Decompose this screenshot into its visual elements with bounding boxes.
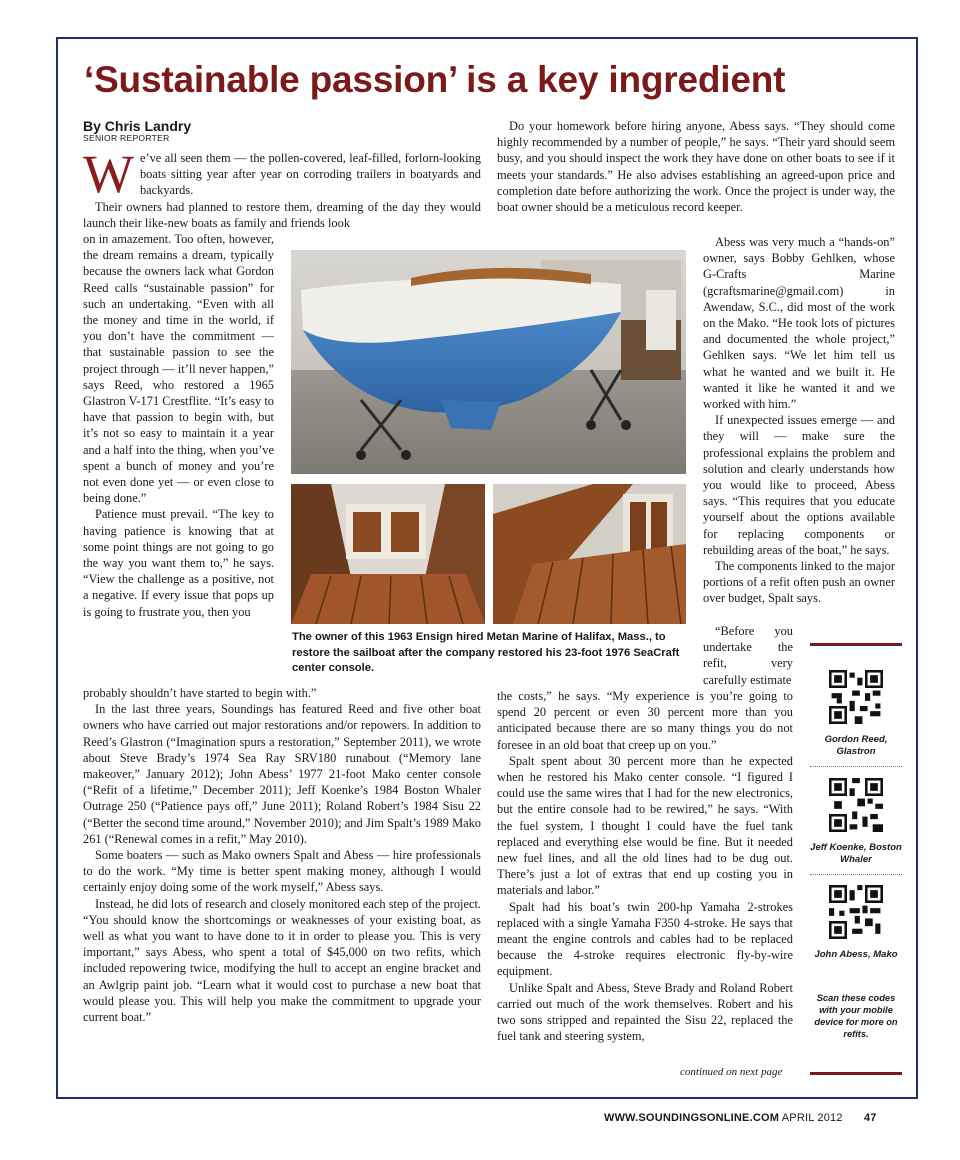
intro-paragraph: e’ve all seen them — the pollen-covered, leaf-filled, forlorn-looking boats sitting year after year on corroding trailers in boatyards and backyards. xyxy=(139,151,481,198)
page-number: 47 xyxy=(863,1112,877,1124)
qr-item-john-abess xyxy=(810,885,902,961)
qr-label: John Abess, Mako xyxy=(814,949,898,960)
body-paragraph: The components linked to the major portions of a refit often push an owner over budget, Spalt says. xyxy=(703,559,895,606)
body-paragraph: “Before you undertake the refit, very carefully estimate xyxy=(703,624,793,687)
sailboat-hull-photo xyxy=(291,250,686,474)
body-paragraph: Patience must prevail. “The key to having patience is knowing that at some point things are not going to go the way you want them to,” he says. “View the challenge as a positive, not a negative. If every issue that pops up is going to frustrate you, then you xyxy=(83,507,274,619)
qr-item-gordon-reed xyxy=(810,670,902,767)
byline: By Chris Landry xyxy=(83,118,192,134)
body-paragraph: on in amazement. Too often, however, the dream remains a dream, typically because the owners lack what Gordon Reed calls “sustainable passion” for such an undertaking. “Even with all the money and time in the world, if you don’t have the commitment — that sustainable passion to see the project through — it’ll never happen,” says Reed, who restored a 1965 Glastron V-171 Crestflite. “It’s easy to have that passion to begin with, but it’s not so easy to maintain it a year and a half into the thing, when you’ve spent a bunch of money and you’re not even done yet — or even close to being done.” xyxy=(83,232,274,506)
intro-text xyxy=(83,144,481,231)
sidebar-bottom-rule xyxy=(810,1072,902,1075)
body-paragraph: Instead, he did lots of research and closely monitored each step of the project. “You should know the shortcomings or weaknesses of your existing boat, as well as what you want to have done to it in order to please you. This is very important,” says Abess, who spent a total of $45,000 on two refits, which included repowering twice, modifying the hull to accept an engine bracket and an Awlgrip paint job. “Learn what it would cost to purchase a new boat that would please you. This will help you make the commitment to upgrade your current boat.” xyxy=(83,896,481,1025)
right-narrower-text xyxy=(703,623,793,688)
scan-note: Scan these codes with your mobile device for more on refits. xyxy=(814,993,898,1039)
body-paragraph: Spalt spent about 30 percent more than he expected when he restored his Mako center console. “I figured I could use the same wires that I had for the new electronics, but the entire console had to be rewired,” he says. “With the fuel system, I thought I could have the fuel tank replaced and everything else would be fine. But it needed new fuel lines, and all the old lines had to be dug out. There’s just a lot of extras that end up costing you in materials and labor.” xyxy=(497,753,793,898)
author-role: SENIOR REPORTER xyxy=(83,133,170,143)
headline: ‘Sustainable passion’ is a key ingredient xyxy=(84,59,786,100)
drop-cap: W xyxy=(83,144,134,204)
qr-item-jeff-koenke xyxy=(810,778,902,875)
body-paragraph: probably shouldn’t have started to begin with.” xyxy=(83,686,317,700)
left-narrow-text xyxy=(83,231,274,620)
page-footer xyxy=(604,1112,877,1124)
body-paragraph: Unlike Spalt and Abess, Steve Brady and Roland Robert carried out much of the work themselves. Robert and his two sons stripped and repainted the Sisu 22, replaced the fuel tank and steering system, xyxy=(497,980,793,1044)
body-paragraph: If unexpected issues emerge — and they will — make sure the professional explains the problem and solution and clearly understands how you would like to proceed, Abess says. “This requires that you educate yourself about the options available for replacing components or rebuilding areas of the boat,” he says. xyxy=(703,413,895,557)
cockpit-interior-photo-right xyxy=(493,484,686,624)
divider xyxy=(810,766,902,767)
body-paragraph: In the last three years, Soundings has featured Reed and five other boat owners who have carried out major restorations and/or repowers. In addition to Reed’s Glastron (“Imagination spurs a restoration,” September 2011), we wrote about Steve Brady’s 1974 Sea Ray SRV180 runabout (“Memory lane makeover,” January 2012); John Abess’ 1977 21-foot Mako center console (“Refit of a lifetime,” December 2011); Jeff Koenke’s 1984 Boston Whaler Outrage 250 (“Patience pays off,” June 2011); Roland Robert’s 1984 Sisu 22 (“Better the second time around,” November 2010); and Jim Spalt’s 1989 Mako 261 (“Renewal comes in a refit,” May 2010). xyxy=(83,702,481,846)
intro-paragraph: Their owners had planned to restore them, dreaming of the day they would launch their like-new boats as family and friends look xyxy=(83,199,481,230)
qr-label: Gordon Reed, Glastron xyxy=(824,734,888,757)
body-paragraph: Do your homework before hiring anyone, Abess says. “They should come highly recommended by a number of people,” he says. “Their yard should seem busy, and you should inspect the work they have done on other boats to see if it meets your standards.” He also advises establishing an agreed-upon price and completion date before authorizing the work. Once the project is under way, the boat owner should be a meticulous record keeper. xyxy=(497,119,895,215)
qr-code-icon[interactable] xyxy=(829,885,883,939)
divider xyxy=(810,874,902,875)
left-full-text xyxy=(83,685,481,1025)
sidebar-top-rule xyxy=(810,643,902,646)
continued-note: continued on next page xyxy=(680,1066,783,1078)
qr-label: Jeff Koenke, Boston Whaler xyxy=(810,842,902,865)
qr-code-icon[interactable] xyxy=(829,670,883,724)
body-paragraph: Spalt had his boat’s twin 200-hp Yamaha 2-strokes replaced with a single Yamaha F350 4-stroke. He says that meant the engine controls and cables had to be replaced because the 4-stroke requires electronic fly-by-wire equipment. xyxy=(497,899,793,979)
footer-issue-date: APRIL 2012 xyxy=(781,1112,843,1124)
photo-caption: The owner of this 1963 Ensign hired Metan Marine of Halifax, Mass., to restore the sailboat after the company restored his 23-foot 1976 SeaCraft center console. xyxy=(292,631,680,674)
qr-code-icon[interactable] xyxy=(829,778,883,832)
footer-website[interactable]: WWW.SOUNDINGSONLINE.COM xyxy=(604,1112,780,1124)
cockpit-interior-photo-left xyxy=(291,484,485,624)
right-narrow-text xyxy=(703,234,895,607)
right-bottom-text xyxy=(497,688,793,1044)
body-paragraph: Abess was very much a “hands-on” owner, says Bobby Gehlken, whose G-Crafts Marine (gcraftsmarine@gmail.com) in Awendaw, S.C., did most of the work on the Mako. “He took lots of pictures and documented the whole project,” Gehlken says. “We let him tell us what he wanted and we built it. He wanted it like he wanted it and we worked with him.” xyxy=(703,235,895,412)
right-top-text xyxy=(497,118,895,215)
qr-sidebar xyxy=(810,643,902,646)
body-paragraph: the costs,” he says. “My experience is you’re going to spend 20 percent or even 30 percent more than you anticipated because there are so many things you do not foresee in an old boat that creep up on you.” xyxy=(497,689,793,752)
body-paragraph: Some boaters — such as Mako owners Spalt and Abess — hire professionals to do the work. “My time is better spent making money, although I would certainly enjoy doing some of the work myself,” Abess says. xyxy=(83,848,481,895)
